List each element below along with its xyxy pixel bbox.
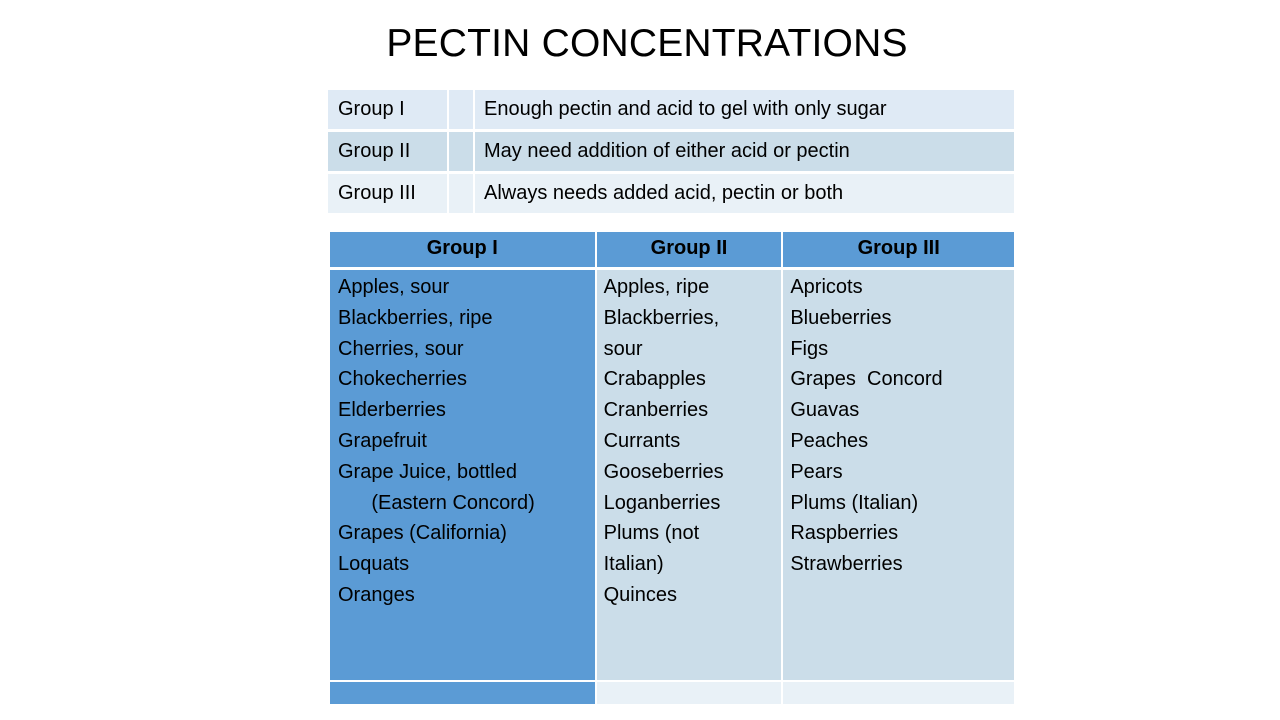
fruit-list-item: Peaches: [790, 429, 869, 452]
footer-cell: [330, 682, 595, 704]
fruit-list-item: Crabapples: [603, 368, 706, 391]
fruit-list-item: Grapefruit: [338, 429, 427, 452]
fruit-list-item: Cranberries: [603, 399, 709, 422]
fruit-list-item: Oranges: [338, 583, 415, 606]
fruit-table: [330, 232, 1014, 704]
fruit-list-item: Cherries, sour: [338, 337, 464, 360]
fruit-list-item: Blackberries,: [603, 306, 720, 329]
legend-spacer-cell: [449, 90, 473, 129]
fruit-list-item: Blackberries, ripe: [338, 306, 493, 329]
footer-cell: [597, 682, 782, 704]
fruit-list-item: Figs: [790, 337, 829, 360]
fruit-list-item: Gooseberries: [603, 460, 724, 483]
fruit-list-item: Grapes Concord: [790, 368, 943, 391]
fruit-list-item: Raspberries: [790, 522, 899, 545]
group-3-fruit-list: [783, 270, 1014, 680]
fruit-list-item: Chokecherries: [338, 368, 467, 391]
fruit-list-item: Quinces: [603, 583, 677, 606]
fruit-list-item: Currants: [603, 429, 681, 452]
fruit-list-item: (Eastern Concord): [338, 491, 535, 514]
fruit-list-item: Grapes (California): [338, 522, 507, 545]
fruit-table-body: [330, 270, 1014, 680]
fruit-list-item: Guavas: [790, 399, 860, 422]
fruit-list-item: Grape Juice, bottled: [338, 460, 517, 483]
header-group-1: Group I: [330, 232, 595, 267]
legend-table: [328, 90, 1014, 213]
legend-row: [328, 132, 1014, 171]
fruit-list-item: Apples, sour: [338, 276, 450, 298]
slide-title: PECTIN CONCENTRATIONS: [386, 22, 908, 65]
fruit-list-item: sour: [603, 337, 643, 360]
fruit-list-item: Elderberries: [338, 399, 446, 422]
legend-description: Enough pectin and acid to gel with only sugar: [475, 90, 1014, 129]
fruit-table-header: [330, 232, 1014, 267]
legend-spacer-cell: [449, 174, 473, 213]
fruit-list-item: Pears: [790, 460, 843, 483]
header-group-3: Group III: [783, 232, 1014, 267]
legend-row: [328, 174, 1014, 213]
legend-description: May need addition of either acid or pectin: [475, 132, 1014, 171]
footer-cell: [783, 682, 1014, 704]
fruit-list-item: Plums (not: [603, 522, 700, 545]
fruit-table-footer: [330, 682, 1014, 704]
legend-spacer-cell: [449, 132, 473, 171]
legend-group-label: Group III: [328, 174, 447, 213]
fruit-list-item: Strawberries: [790, 553, 903, 576]
legend-description: Always needs added acid, pectin or both: [475, 174, 1014, 213]
legend-row: [328, 90, 1014, 129]
header-group-2: Group II: [597, 232, 782, 267]
group-1-fruit-list: [330, 270, 595, 680]
fruit-list-item: Loquats: [338, 553, 410, 576]
fruit-list-item: Apricots: [790, 276, 863, 298]
fruit-list-item: Italian): [603, 553, 664, 576]
fruit-list-item: Plums (Italian): [790, 491, 919, 514]
legend-group-label: Group II: [328, 132, 447, 171]
fruit-list-item: Loganberries: [603, 491, 721, 514]
fruit-list-item: Apples, ripe: [603, 276, 710, 298]
legend-group-label: Group I: [328, 90, 447, 129]
group-2-fruit-list: [597, 270, 782, 680]
fruit-list-item: Blueberries: [790, 306, 892, 329]
